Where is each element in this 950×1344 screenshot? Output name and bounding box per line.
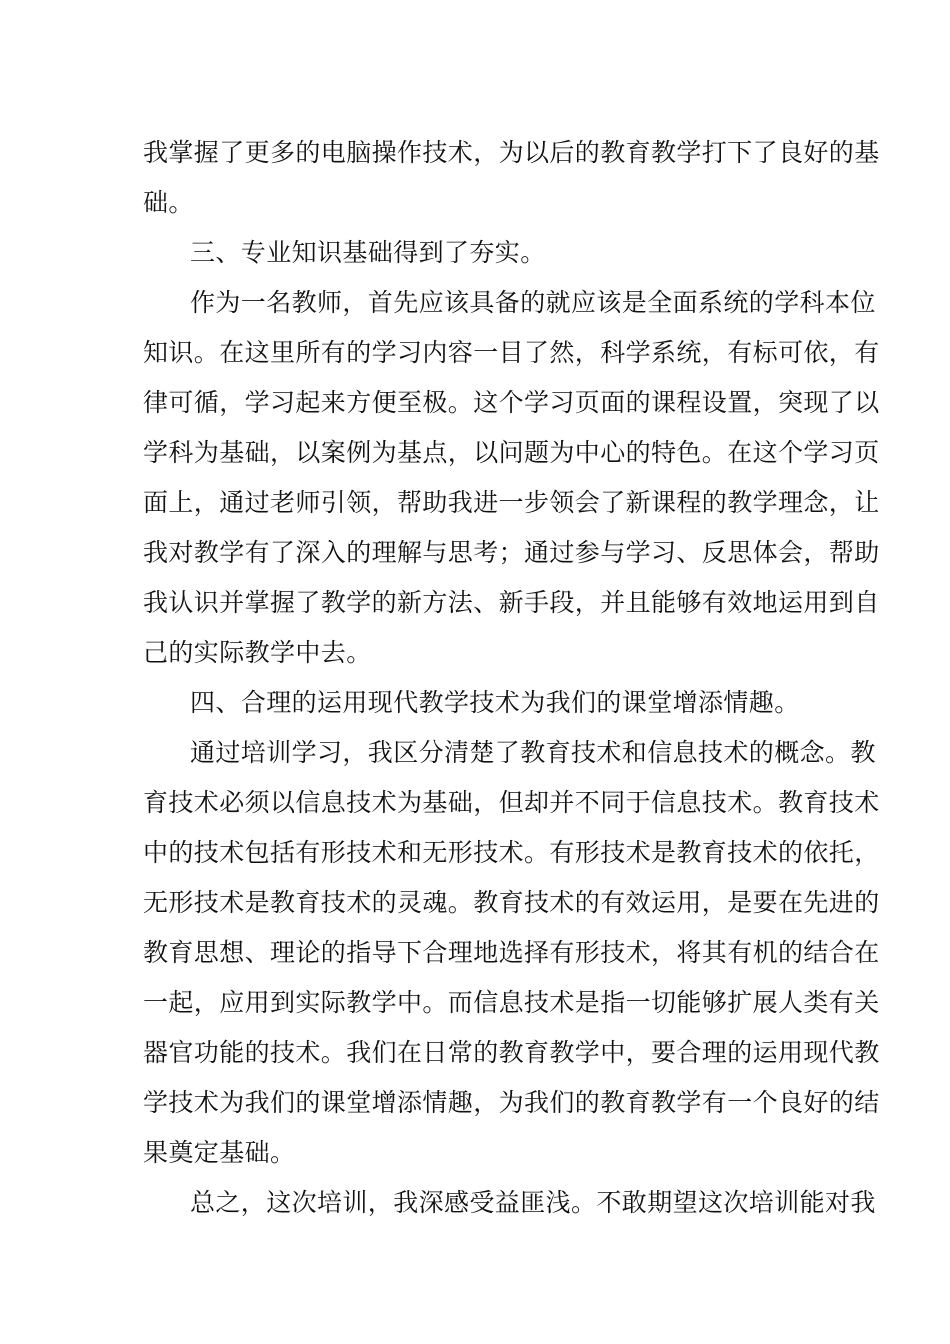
text-line: 育技术必须以信息技术为基础，但却并不同于信息技术。教育技术 — [143, 788, 880, 817]
text-line: 学科为基础，以案例为基点，以问题为中心的特色。在这个学习页 — [143, 438, 880, 467]
text-line: 我认识并掌握了教学的新方法、新手段，并且能够有效地运用到自 — [143, 588, 880, 617]
text-line: 础。 — [143, 188, 194, 217]
text-line: 无形技术是教育技术的灵魂。教育技术的有效运用，是要在先进的 — [143, 888, 880, 917]
text-line: 一起，应用到实际教学中。而信息技术是指一切能够扩展人类有关 — [143, 988, 880, 1017]
section-heading: 四、合理的运用现代教学技术为我们的课堂增添情趣。 — [190, 688, 800, 717]
text-line: 知识。在这里所有的学习内容一目了然，科学系统，有标可依，有 — [143, 338, 880, 367]
text-line: 总之，这次培训，我深感受益匪浅。不敢期望这次培训能对我 — [190, 1188, 876, 1217]
text-line: 器官功能的技术。我们在日常的教育教学中，要合理的运用现代教 — [143, 1038, 880, 1067]
section-heading: 三、专业知识基础得到了夯实。 — [190, 238, 546, 267]
text-line: 律可循，学习起来方便至极。这个学习页面的课程设置，突现了以 — [143, 388, 880, 417]
text-line: 作为一名教师，首先应该具备的就应该是全面系统的学科本位 — [190, 288, 876, 317]
text-line: 中的技术包括有形技术和无形技术。有形技术是教育技术的依托， — [143, 838, 880, 867]
text-line: 果奠定基础。 — [143, 1138, 296, 1167]
text-line: 我掌握了更多的电脑操作技术，为以后的教育教学打下了良好的基 — [143, 138, 880, 167]
text-line: 己的实际教学中去。 — [143, 638, 372, 667]
text-line: 通过培训学习，我区分清楚了教育技术和信息技术的概念。教 — [190, 738, 876, 767]
text-line: 教育思想、理论的指导下合理地选择有形技术，将其有机的结合在 — [143, 938, 880, 967]
text-line: 学技术为我们的课堂增添情趣，为我们的教育教学有一个良好的结 — [143, 1088, 880, 1117]
text-line: 面上，通过老师引领，帮助我进一步领会了新课程的教学理念，让 — [143, 488, 880, 517]
text-line: 我对教学有了深入的理解与思考；通过参与学习、反思体会，帮助 — [143, 538, 880, 567]
